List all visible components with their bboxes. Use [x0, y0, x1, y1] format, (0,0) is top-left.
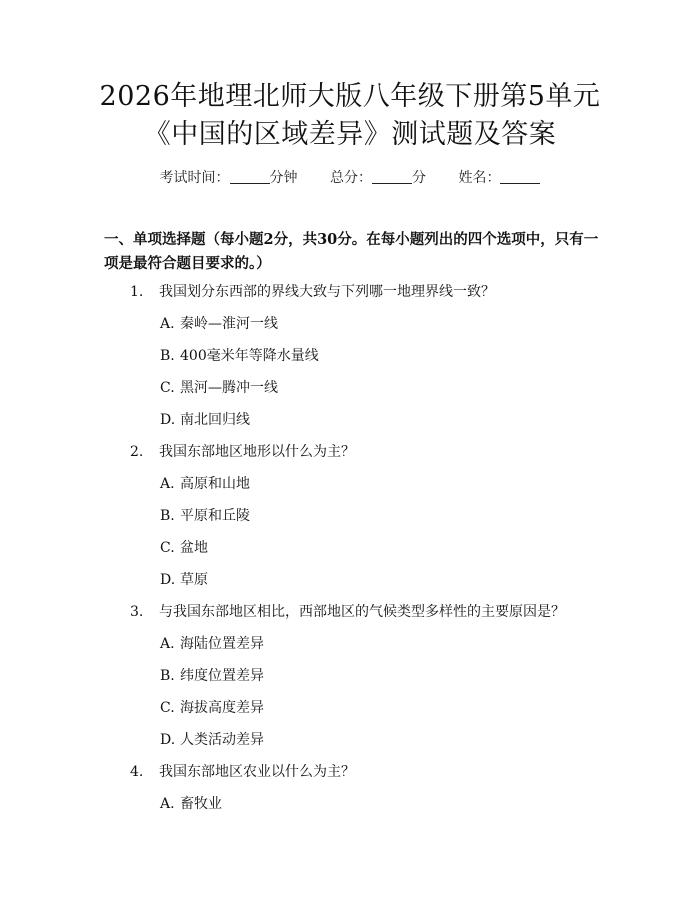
question-4	[130, 762, 355, 782]
total-score-blank[interactable]	[372, 169, 412, 184]
question-2-option-a	[160, 474, 250, 494]
question-3-option-b	[160, 666, 264, 686]
question-text: 我国划分东西部的界线大致与下列哪一地理界线一致？	[159, 284, 495, 300]
exam-time-unit: 分钟	[269, 170, 298, 186]
exam-time-field	[160, 170, 298, 186]
exam-time-blank[interactable]	[230, 169, 270, 184]
student-name-field	[458, 170, 540, 186]
question-3-option-d	[160, 730, 264, 750]
section-heading: 一、单项选择题（每小题2分，共30分。在每小题列出的四个选项中，只有一项是最符合题目要求的。）	[104, 231, 599, 272]
question-text: 我国东部地区农业以什么为主？	[159, 764, 355, 780]
question-number: 1.	[130, 284, 144, 300]
total-score-unit: 分	[412, 170, 426, 186]
option-letter: C.	[160, 380, 175, 396]
total-score-field	[330, 170, 426, 186]
question-text: 我国东部地区地形以什么为主？	[159, 444, 355, 460]
option-letter: D.	[160, 572, 176, 588]
option-letter: A.	[160, 636, 175, 652]
question-number: 3.	[130, 604, 144, 620]
student-name-label: 姓名：	[458, 170, 501, 186]
question-1-option-a	[160, 314, 278, 334]
option-letter: A.	[160, 476, 175, 492]
exam-info-line	[0, 168, 700, 188]
exam-time-label: 考试时间：	[159, 170, 230, 186]
option-text: 盆地	[180, 540, 208, 556]
option-letter: A.	[160, 796, 175, 812]
question-3-option-a	[160, 634, 264, 654]
document-title-line-2: 《中国的区域差异》测试题及答案	[143, 119, 557, 150]
question-2	[130, 442, 355, 462]
option-text: 纬度位置差异	[180, 668, 264, 684]
option-letter: B.	[160, 348, 175, 364]
question-2-option-c	[160, 538, 208, 558]
question-1-option-d	[160, 410, 250, 430]
option-text: 海陆位置差异	[180, 636, 264, 652]
total-score-label: 总分：	[330, 170, 372, 186]
question-3-option-c	[160, 698, 264, 718]
question-number: 4.	[130, 764, 144, 780]
option-text: 黑河—腾冲一线	[180, 380, 278, 396]
option-letter: C.	[160, 700, 175, 716]
option-letter: C.	[160, 540, 175, 556]
option-letter: A.	[160, 316, 175, 332]
option-text: 人类活动差异	[180, 732, 264, 748]
question-number: 2.	[130, 444, 144, 460]
student-name-blank[interactable]	[500, 169, 540, 184]
question-1-option-b	[160, 346, 319, 366]
option-text: 高原和山地	[180, 476, 250, 492]
option-text: 平原和丘陵	[180, 508, 250, 524]
option-text: 秦岭—淮河一线	[180, 316, 278, 332]
option-text: 畜牧业	[180, 796, 222, 812]
question-1-option-c	[160, 378, 278, 398]
question-2-option-b	[160, 506, 250, 526]
question-3	[130, 602, 565, 622]
question-1	[130, 282, 495, 302]
option-text: 400毫米年等降水量线	[180, 348, 319, 364]
option-text: 海拔高度差异	[180, 700, 264, 716]
option-letter: D.	[160, 732, 176, 748]
question-4-option-a	[160, 794, 222, 814]
option-text: 草原	[180, 572, 208, 588]
option-letter: B.	[160, 508, 175, 524]
question-text: 与我国东部地区相比，西部地区的气候类型多样性的主要原因是？	[159, 604, 565, 620]
option-text: 南北回归线	[180, 412, 250, 428]
option-letter: B.	[160, 668, 175, 684]
option-letter: D.	[160, 412, 176, 428]
document-title-line-1: 2026年地理北师大版八年级下册第5单元	[99, 81, 601, 112]
question-2-option-d	[160, 570, 208, 590]
